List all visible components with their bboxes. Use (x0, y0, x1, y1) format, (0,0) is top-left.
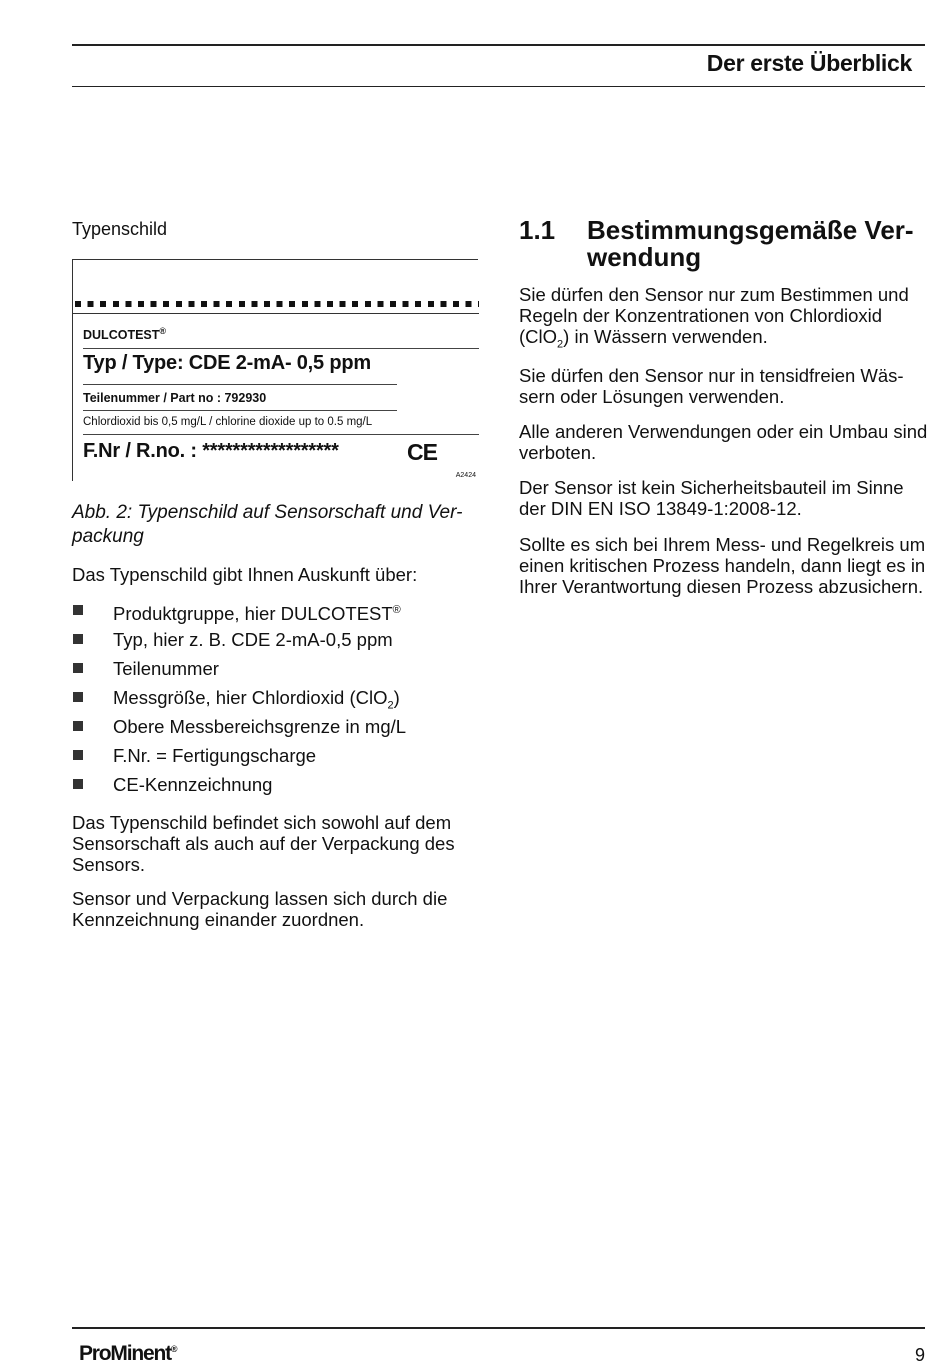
list-item: CE-Kennzeichnung (72, 774, 478, 803)
assignment-paragraph: Sensor und Verpackung lassen sich durch die Kennzeichnung einander zuordnen. (72, 888, 448, 930)
location-paragraph: Das Typenschild befindet sich sowohl auf dem Sensorschaft als auch auf der Verpackung des Sensors. (72, 812, 455, 875)
figure-caption-line: Abb. 2: Typenschild auf Sensorschaft und Ver- (72, 502, 463, 523)
section-title (587, 217, 929, 271)
nameplate-divider (83, 434, 479, 435)
usage-paragraph (519, 284, 929, 356)
header-rule-bottom (72, 86, 925, 87)
list-item: F.Nr. = Fertigungscharge (72, 745, 478, 774)
figure-code: A2424 (455, 472, 476, 479)
figure-caption (72, 501, 478, 549)
nameplate-info-list (72, 600, 478, 803)
nameplate-divider (83, 348, 479, 349)
paragraph-line: sern oder Lösungen verwenden. (519, 386, 785, 407)
section-title-line: wendung (587, 242, 702, 272)
section-number: 1.1 (519, 215, 556, 245)
subscript: 2 (557, 338, 564, 351)
list-item-text: ) (393, 687, 400, 708)
ce-mark-icon: CE (407, 439, 437, 465)
nameplate-description: Chlordioxid bis 0,5 mg/L / chlorine dioxide up to 0.5 mg/L (83, 416, 373, 428)
nameplate-top-border (73, 313, 479, 314)
figure-caption-line: packung (72, 526, 144, 547)
nameplate-heading: Typenschild (72, 219, 168, 239)
paragraph-text: ) in Wässern verwenden. (563, 326, 768, 347)
nameplate-brand (83, 326, 166, 342)
list-item-text: Produktgruppe, hier DULCOTEST (113, 603, 393, 625)
list-item (72, 687, 478, 716)
nameplate-brand-text: DULCOTEST (83, 328, 160, 343)
footer-rule (72, 1327, 925, 1329)
page-number: 9 (914, 1345, 925, 1365)
subscript: 2 (387, 699, 394, 712)
list-item (72, 600, 478, 629)
safety-component-paragraph: Der Sensor ist kein Sicherheitsbauteil im Sinne der DIN EN ISO 13849-1:2008-12. (519, 477, 904, 519)
header-rule-top (72, 44, 925, 46)
nameplate-divider (83, 384, 397, 385)
nameplate-brand-mark: ® (159, 326, 167, 336)
list-item: Typ, hier z. B. CDE 2-mA-0,5 ppm (72, 629, 478, 658)
paragraph-line: Sie dürfen den Sensor nur in tensidfreien Wäs- (519, 365, 904, 386)
logo-text: ProMinent (79, 1342, 171, 1365)
list-item: Teilenummer (72, 658, 478, 687)
prohibited-use-paragraph: Alle anderen Verwendungen oder ein Umbau sind verboten. (519, 421, 928, 463)
nameplate-divider (83, 410, 397, 411)
prominent-logo (79, 1342, 178, 1366)
surfactant-paragraph (519, 365, 929, 407)
nameplate-type-line: Typ / Type: CDE 2-mA- 0,5 ppm (83, 352, 371, 374)
intro-paragraph: Das Typenschild gibt Ihnen Auskunft über: (72, 564, 418, 585)
paragraph-text: Sie dürfen den Sensor nur zum Bestimmen und Regeln der Konzentrationen von Chlordioxid (ClO (519, 284, 909, 347)
nameplate-dashed-line (75, 301, 479, 307)
logo-mark: ® (170, 1344, 178, 1354)
list-item: Obere Messbereichsgrenze in mg/L (72, 716, 478, 745)
critical-process-paragraph: Sollte es sich bei Ihrem Mess- und Regelkreis um einen kritischen Prozess handeln, dann liegt es in Ihrer Verantwortung diesen Prozess abzusichern. (519, 534, 926, 597)
section-title-line: Bestimmungsgemäße Ver- (587, 215, 914, 245)
page-header-title: Der erste Überblick (706, 50, 912, 76)
list-item-text: Messgröße, hier Chlordioxid (ClO (113, 687, 388, 708)
nameplate-part-line: Teilenummer / Part no : 792930 (83, 391, 267, 405)
registered-mark: ® (392, 604, 401, 616)
nameplate-serial-line: F.Nr / R.no. : ****************** (83, 440, 339, 462)
nameplate-figure (72, 259, 478, 481)
